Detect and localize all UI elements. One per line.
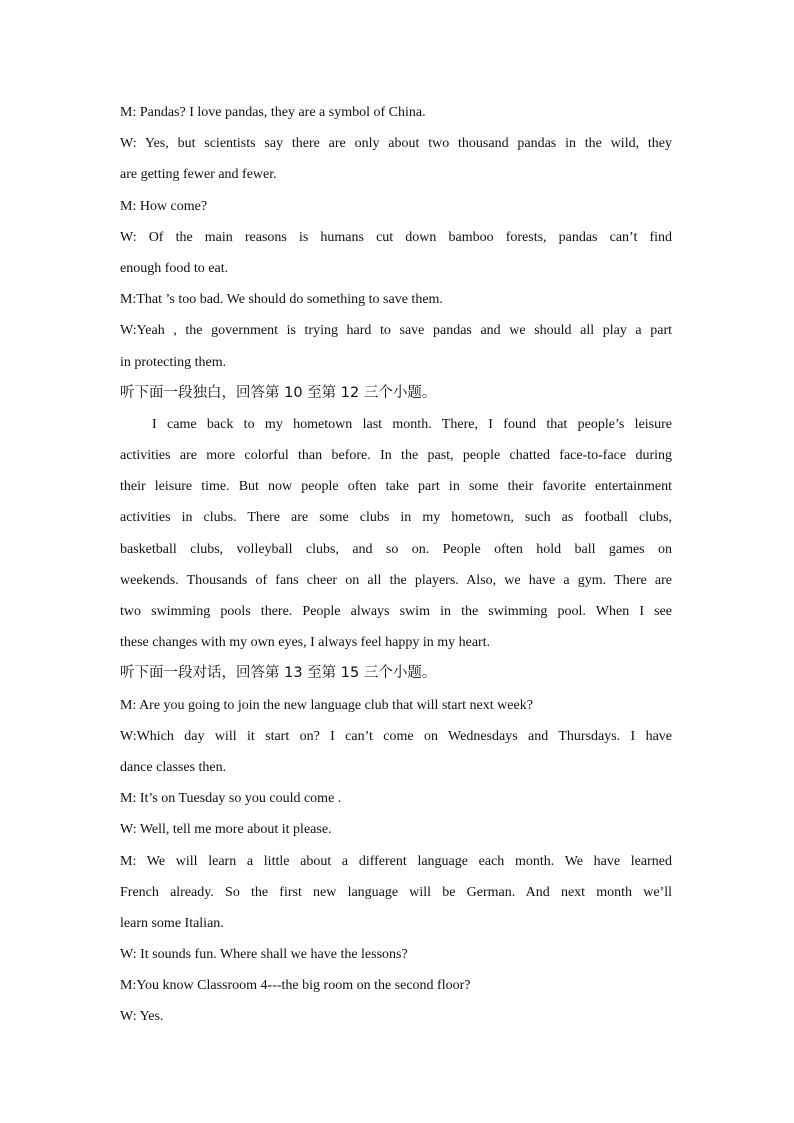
dialogue-line: M: We will learn a little about a different language each month. We have learned (120, 853, 672, 869)
dialogue-language-club (120, 690, 672, 1033)
monologue-line: I came back to my hometown last month. There, I found that people’s leisure (152, 416, 672, 432)
dialogue-line: M: Pandas? I love pandas, they are a symbol of China. (120, 105, 426, 120)
dialogue-line: W: Yes, but scientists say there are only about two thousand pandas in the wild, they (120, 136, 672, 152)
dialogue-line: M:You know Classroom 4---the big room on the second floor? (120, 978, 471, 994)
monologue-hometown (120, 409, 672, 659)
monologue-line: activities in clubs. There are some clubs in my hometown, such as football clubs, (120, 510, 672, 526)
dialogue-line: enough food to eat. (120, 260, 229, 276)
dialogue-line: W: It sounds fun. Where shall we have the lessons? (120, 947, 408, 963)
monologue-line: two swimming pools there. People always swim in the swimming pool. When I see (120, 604, 672, 619)
dialogue-line: in protecting them. (120, 354, 227, 370)
section-heading-monologue: 听下面一段独白，回答第 10 至第 12 三个小题。 (120, 384, 437, 401)
dialogue-line: learn some Italian. (120, 915, 224, 931)
dialogue-line: W:Which day will it start on? I can’t come on Wednesdays and Thursdays. I have (120, 728, 672, 744)
monologue-line: these changes with my own eyes, I always feel happy in my heart. (120, 635, 491, 651)
dialogue-line: M:That ’s too bad. We should do something to save them. (120, 292, 443, 308)
dialogue-line: W: Of the main reasons is humans cut down bamboo forests, pandas can’t find (120, 229, 672, 245)
section-heading-dialogue: 听下面一段对话，回答第 13 至第 15 三个小题。 (120, 665, 437, 682)
dialogue-line: dance classes then. (120, 759, 227, 775)
dialogue-pandas (120, 97, 672, 378)
dialogue-line: M: How come? (120, 198, 208, 214)
dialogue-line: M: Are you going to join the new language club that will start next week? (120, 697, 533, 713)
monologue-line: weekends. Thousands of fans cheer on all the players. Also, we have a gym. There are (120, 572, 672, 588)
dialogue-line: W: Well, tell me more about it please. (120, 822, 332, 838)
dialogue-line: are getting fewer and fewer. (120, 167, 277, 183)
dialogue-line: W: Yes. (120, 1009, 164, 1025)
dialogue-line: French already. So the first new language will be German. And next month we’ll (120, 884, 672, 900)
monologue-line: activities are more colorful than before. In the past, people chatted face-to-face during (120, 448, 672, 464)
monologue-line: their leisure time. But now people often take part in some their favorite entertainment (120, 479, 672, 495)
dialogue-line: W:Yeah , the government is trying hard to save pandas and we should all play a part (120, 323, 672, 339)
dialogue-line: M: It’s on Tuesday so you could come . (120, 791, 342, 807)
document-page (120, 97, 672, 1033)
monologue-line: basketball clubs, volleyball clubs, and so on. People often hold ball games on (120, 541, 672, 557)
